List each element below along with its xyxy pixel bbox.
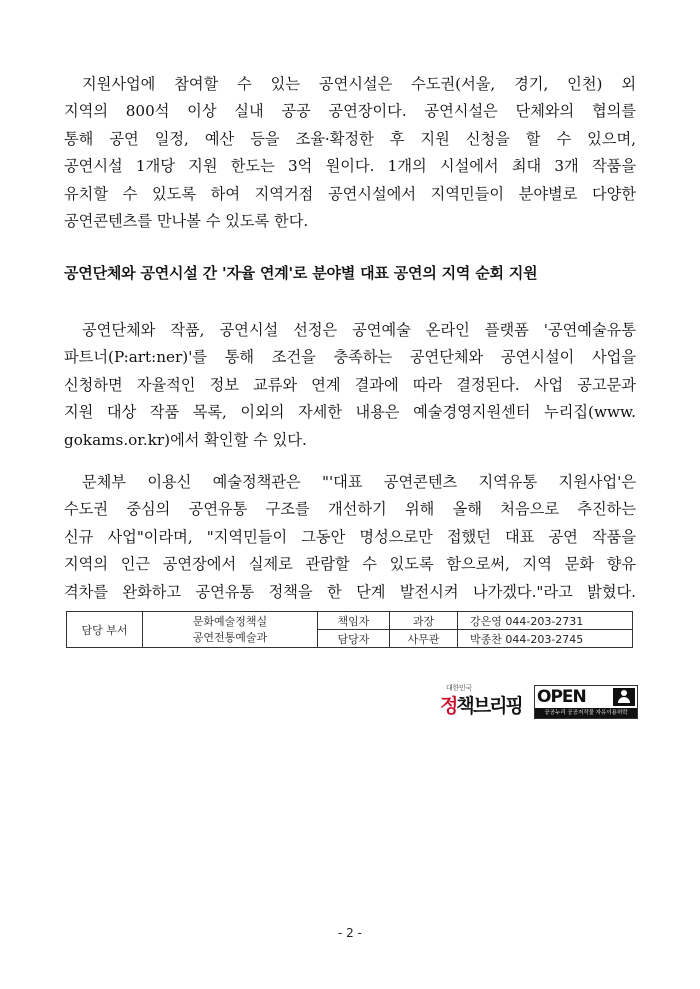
- dept-line: 문화예술정책실: [192, 614, 268, 628]
- logo-caption: 대한민국: [446, 684, 472, 692]
- contact-table: [66, 611, 633, 648]
- role-label-cell: 책임자: [318, 612, 390, 630]
- text-line: 지역의 인근 공연장에서 실제로 관람할 수 있도록 함으로써, 지역 문화 향유: [64, 555, 636, 574]
- text-line: 유치할 수 있도록 하여 지역거점 공연시설에서 지역민들이 분야별로 다양한: [64, 184, 636, 203]
- dept-line: 공연전통예술과: [192, 630, 268, 644]
- text-line: 격차를 완화하고 공연유통 정책을 한 단계 발전시켜 나가겠다."라고 밝혔다.: [64, 582, 636, 601]
- section-heading: 공연단체와 공연시설 간 '자율 연계'로 분야별 대표 공연의 지역 순회 지원: [64, 264, 538, 282]
- text-line: 수도권 중심의 공연유통 구조를 개선하기 위해 올해 처음으로 추진하는: [64, 500, 636, 519]
- text-line: 공연콘텐츠를 만나볼 수 있도록 한다.: [64, 212, 309, 231]
- role-title-cell: 사무관: [390, 630, 458, 648]
- text-line: 신규 사업"이라며, "지역민들이 그동안 명성으로만 접했던 대표 공연 작품을: [64, 527, 636, 546]
- attribution-person-icon: [613, 688, 635, 706]
- table-row: [67, 612, 633, 630]
- text-line: 신청하면 자율적인 정보 교류와 연계 결과에 따라 결정된다. 사업 공고문과: [64, 375, 636, 394]
- license-caption: 공공누리 공공저작물 자유이용허락: [535, 708, 637, 718]
- text-line: 통해 공연 일정, 예산 등을 조율·확정한 후 지원 신청을 할 수 있으며,: [64, 129, 636, 148]
- text-line: 파트너(P:art:ner)'를 통해 조건을 충족하는 공연단체와 공연시설이 사업을: [64, 348, 636, 367]
- policy-briefing-logo: [440, 683, 530, 719]
- paragraph-official-quote: [64, 469, 636, 606]
- text-line: gokams.or.kr)에서 확인할 수 있다.: [64, 430, 307, 449]
- logo-wordmark: 정책브리핑: [440, 695, 522, 717]
- open-wordmark: OPEN: [537, 687, 586, 707]
- paragraph-selection-process: [64, 317, 636, 454]
- role-title-cell: 과장: [390, 612, 458, 630]
- text-line: 지원 대상 작품 목록, 이외의 자세한 내용은 예술경영지원센터 누리집(www.: [64, 403, 636, 422]
- paragraph-participating-venues: [64, 71, 636, 235]
- kogl-open-license-logo: [534, 685, 638, 719]
- text-line: 문체부 이용신 예술정책관은 "'대표 공연콘텐츠 지역유통 지원사업'은: [82, 473, 636, 491]
- contact-value-cell: 강은영 044-203-2731: [458, 612, 633, 630]
- footer-logos: [440, 683, 636, 719]
- text-line: 지원사업에 참여할 수 있는 공연시설은 수도권(서울, 경기, 인천) 외: [82, 75, 636, 93]
- dept-name-cell: [143, 612, 318, 648]
- page-number: - 2 -: [338, 926, 362, 940]
- text-line: 공연시설 1개당 지원 한도는 3억 원이다. 1개의 시설에서 최대 3개 작품을: [64, 157, 636, 176]
- dept-label-cell: 담당 부서: [67, 612, 143, 648]
- role-label-cell: 담당자: [318, 630, 390, 648]
- text-line: 공연단체와 작품, 공연시설 선정은 공연예술 온라인 플랫폼 '공연예술유통: [82, 321, 636, 339]
- contact-value-cell: 박종찬 044-203-2745: [458, 630, 633, 648]
- text-line: 지역의 800석 이상 실내 공공 공연장이다. 공연시설은 단체와의 협의를: [64, 102, 636, 121]
